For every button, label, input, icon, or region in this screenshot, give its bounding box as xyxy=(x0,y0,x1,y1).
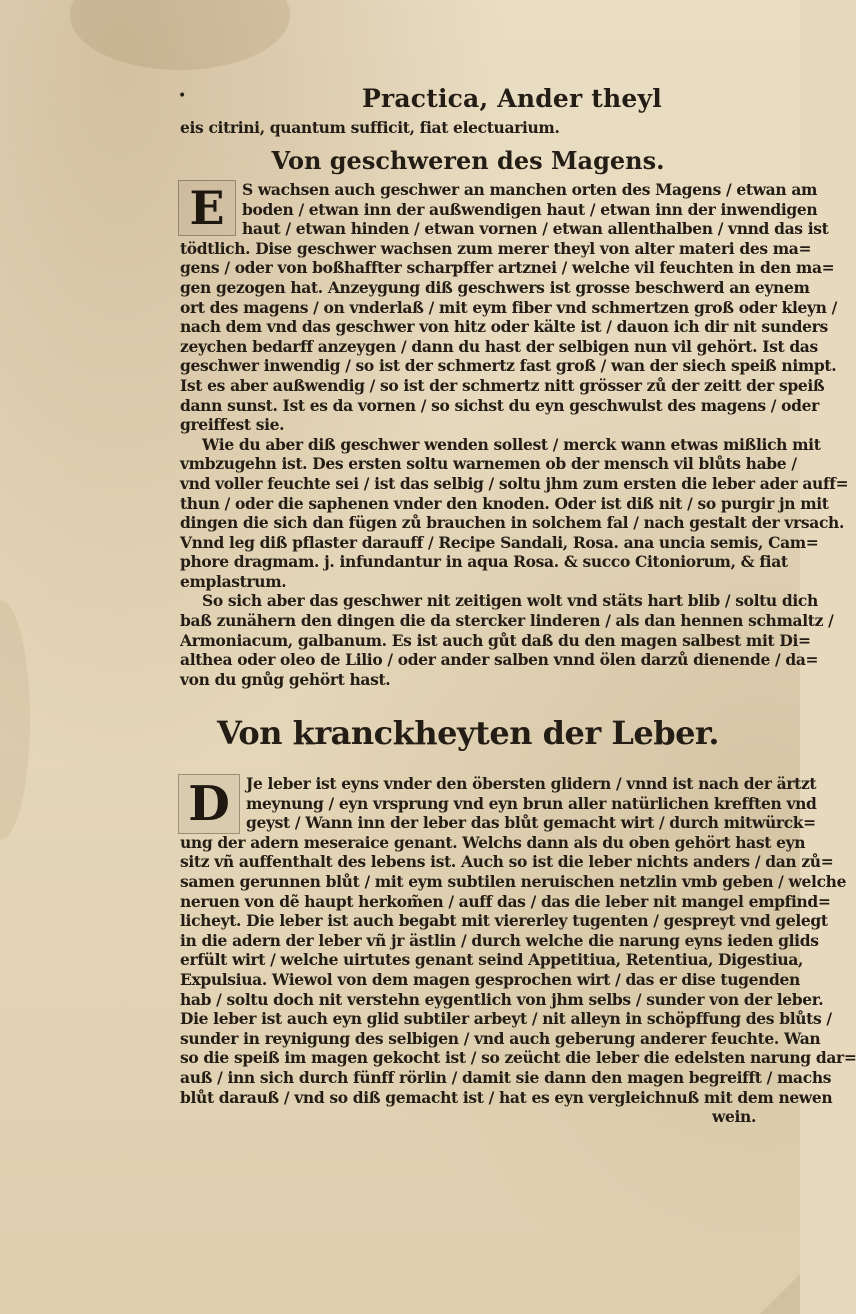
text-line: dingen die sich dan fügen zů brauchen in solchem fal / nach gestalt der vrsach. xyxy=(180,513,845,533)
ornament-mark: • xyxy=(178,88,187,104)
catchword: wein. xyxy=(711,1107,756,1127)
paragraph xyxy=(180,774,856,1127)
section-heading-liver: Von kranckheyten der Leber. xyxy=(217,714,719,752)
text-line: geyst / Wann inn der leber das blůt gemacht wirt / durch mitwürck= xyxy=(246,813,816,833)
text-line: Armoniacum, galbanum. Es ist auch gůt daß du den magen salbest mit Di= xyxy=(180,630,811,650)
section-heading-stomach: Von geschweren des Magens. xyxy=(271,146,665,175)
text-line: meynung / eyn vrsprung vnd eyn brun aller natürlichen krefften vnd xyxy=(246,793,817,813)
text-line: greiffest sie. xyxy=(180,415,285,435)
text-line: althea oder oleo de Lilio / oder ander salben vnnd ölen darzů dienende / da= xyxy=(180,650,819,670)
text-line: zeychen bedarff anzeygen / dann du hast der selbigen nun vil gehört. Ist das xyxy=(180,336,818,356)
text-line: Je leber ist eyns vnder den öbersten glidern / vnnd ist nach der ärtzt xyxy=(246,774,817,793)
text-line: geschwer inwendig / so ist der schmertz fast groß / wan der siech speiß nimpt. xyxy=(180,356,837,376)
drop-cap: D xyxy=(178,774,240,834)
text-line: auß / inn sich durch fünff rörlin / damit sie dann den magen begreifft / machs xyxy=(180,1067,832,1087)
paragraph xyxy=(180,591,834,689)
text-line: Wie du aber diß geschwer wenden sollest / merck wann etwas mißlich mit xyxy=(202,434,821,454)
text-line: tödtlich. Dise geschwer wachsen zum merer theyl von alter materi des ma= xyxy=(180,238,812,258)
paper-stain xyxy=(0,600,30,840)
text-line: in die adern der leber vñ jr ästlin / durch welche die narung eyns ieden glids xyxy=(180,930,819,950)
paragraph xyxy=(180,180,837,435)
text-line: vnd voller feuchte sei / ist das selbig / soltu jhm zum ersten die leber ader auff= xyxy=(180,473,849,493)
section2-body xyxy=(180,774,856,1127)
text-line: Die leber ist auch eyn glid subtiler arbeyt / nit alleyn in schöpffung des blůts / xyxy=(180,1009,832,1029)
text-line: samen gerunnen blůt / mit eym subtilen neruischen netzlin vmb geben / welche xyxy=(180,871,847,891)
text-line: gen gezogen hat. Anzeygung diß geschwers ist grosse beschwerd an eynem xyxy=(180,277,810,297)
text-line: boden / etwan inn der außwendigen haut / etwan inn der inwendigen xyxy=(242,199,818,219)
text-line: S wachsen auch geschwer an manchen orten des Magens / etwan am xyxy=(242,180,818,199)
running-head-title: Practica, Ander theyl xyxy=(362,84,662,113)
text-line: gens / oder von boßhaffter scharpffer artznei / welche vil feuchten in den ma= xyxy=(180,258,835,278)
text-line: baß zunähern den dingen die da stercker linderen / als dan hennen schmaltz / xyxy=(180,611,834,631)
text-line: von du gnůg gehört hast. xyxy=(180,669,391,689)
page-corner-fold xyxy=(740,1274,800,1314)
text-line: So sich aber das geschwer nit zeitigen wolt vnd stäts hart blib / soltu dich xyxy=(202,591,818,611)
text-line: Vnnd leg diß pflaster darauff / Recipe Sandali, Rosa. ana uncia semis, Cam= xyxy=(180,532,819,552)
text-line: phore dragmam. j. infundantur in aqua Rosa. & succo Citoniorum, & fiat xyxy=(180,552,788,572)
text-line: ung der adern meseraice genant. Welchs dann als du oben gehört hast eyn xyxy=(180,832,806,852)
text-line: hab / soltu doch nit verstehn eygentlich von jhm selbs / sunder von der leber. xyxy=(180,989,824,1009)
text-line: haut / etwan hinden / etwan vornen / etwan allenthalben / vnnd das ist xyxy=(242,219,829,239)
paper-stain xyxy=(70,0,290,70)
text-line: sitz vñ auffenthalt des lebens ist. Auch so ist die leber nichts anders / dan zů= xyxy=(180,852,834,872)
text-line: licheyt. Die leber ist auch begabt mit viererley tugenten / gespreyt vnd gelegt xyxy=(180,911,828,931)
text-line: dann sunst. Ist es da vornen / so sichst du eyn geschwulst des magens / oder xyxy=(180,395,819,415)
drop-cap: E xyxy=(178,180,236,236)
text-line: thun / oder die saphenen vnder den knoden. Oder ist diß nit / so purgir jn mit xyxy=(180,493,829,513)
text-line: neruen von dẽ haupt herkom̃en / auff das / das die leber nit mangel empfind= xyxy=(180,891,831,911)
text-line: ort des magens / on vnderlaß / mit eym fiber vnd schmertzen groß oder kleyn / xyxy=(180,297,837,317)
text-line: emplastrum. xyxy=(180,571,287,591)
running-head xyxy=(0,84,800,116)
section1-body xyxy=(180,180,849,689)
text-line: eis citrini, quantum sufficit, fiat electuarium. xyxy=(180,118,560,137)
text-line: nach dem vnd das geschwer von hitz oder kälte ist / dauon ich dir nit sunders xyxy=(180,317,828,337)
paragraph xyxy=(180,434,849,592)
continuation-line xyxy=(180,118,756,138)
text-line: so die speiß im magen gekocht ist / so zeücht die leber die edelsten narung dar= xyxy=(180,1048,856,1068)
text-line: vmbzugehn ist. Des ersten soltu warnemen ob der mensch vil blůts habe / xyxy=(180,454,797,474)
text-line: erfült wirt / welche uirtutes genant seind Appetitiua, Retentiua, Digestiua, xyxy=(180,950,804,970)
text-line: Expulsiua. Wiewol von dem magen gesprochen wirt / das er dise tugenden xyxy=(180,969,800,989)
text-line: Ist es aber außwendig / so ist der schmertz nitt grösser zů der zeitt der speiß xyxy=(180,375,825,395)
text-line: blůt darauß / vnd so diß gemacht ist / hat es eyn vergleichnuß mit dem newen xyxy=(180,1087,833,1107)
text-line: sunder in reynigung des selbigen / vnd auch geberung anderer feuchte. Wan xyxy=(180,1028,821,1048)
